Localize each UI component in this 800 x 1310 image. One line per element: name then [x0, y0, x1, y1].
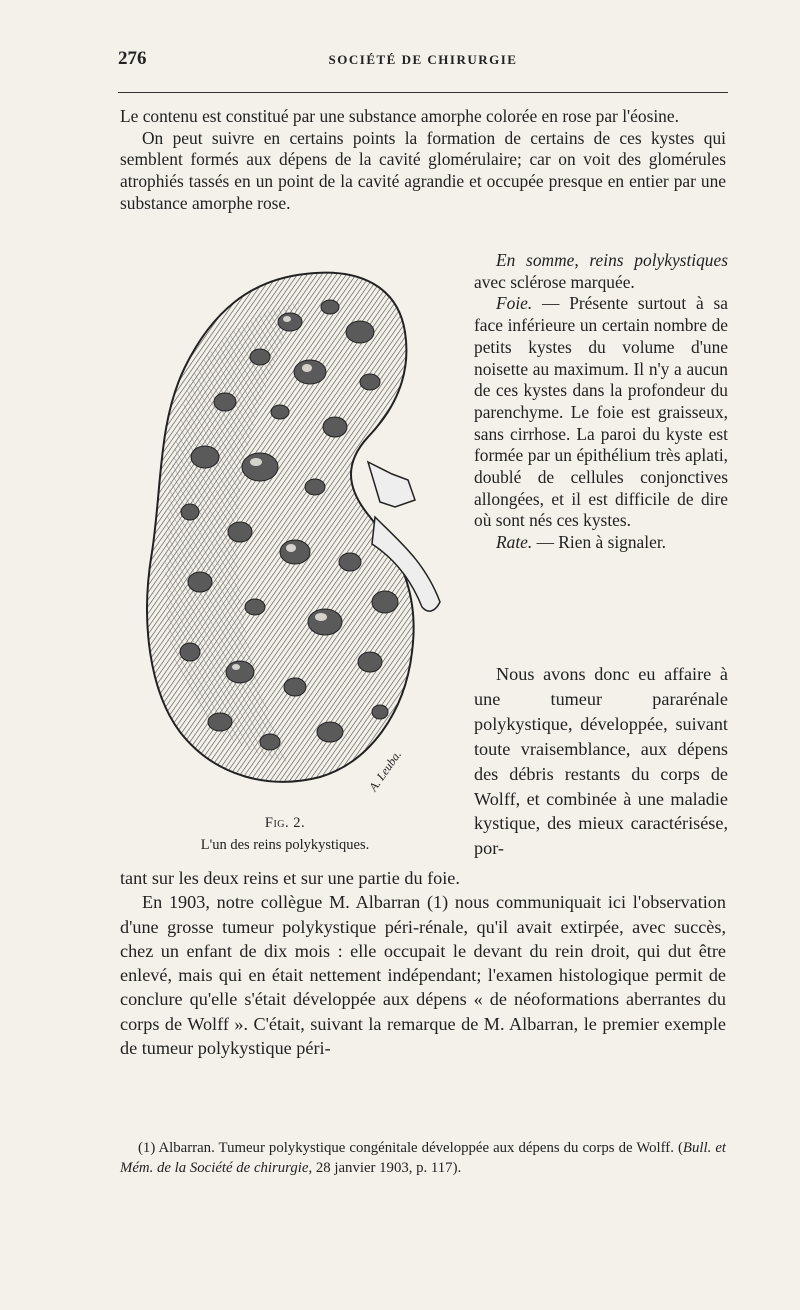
kidney-illustration — [130, 262, 460, 802]
footnote-start: (1) Albarran. Tumeur polykystique congénitale développée aux dépens du corps de Wolff. ( — [138, 1140, 683, 1156]
footnote-italic: Bull. et Mém. de la Société de chirurgie — [120, 1140, 726, 1176]
hilum-vessel — [368, 462, 415, 507]
running-title: SOCIÉTÉ DE CHIRURGIE — [328, 52, 518, 67]
paragraph-tumeur-continued: tant sur les deux reins et sur une partie du foie. — [120, 868, 460, 888]
header-rule — [118, 92, 728, 93]
top-text-block — [120, 106, 726, 215]
foie-label: Foie. — [496, 293, 533, 314]
paragraph-en-somme — [474, 250, 728, 293]
footnote-albarran — [120, 1138, 726, 1178]
engraver-signature: A. Leuba. — [365, 747, 405, 794]
paragraph-kystes: On peut suivre en certains points la formation de certains de ces kystes qui semblent formés aux dépens de la cavité glomérulaire; car on voit des glomérules atrophiés tassés en un point de la cavité agrandie et occupée presque en entier par une substance amorphe rose. — [120, 127, 726, 213]
footnote-end: , 28 janvier 1903, p. 117). — [308, 1160, 462, 1176]
paragraph-rate — [474, 532, 728, 554]
paragraph-foie — [474, 293, 728, 532]
figure-caption: L'un des reins polykystiques. — [200, 837, 370, 853]
figure-label: Fig. 2. — [264, 815, 306, 831]
foie-text: — Présente surtout à sa face inférieure un certain nombre de petits kystes du volume d'une noisette au maximum. Il n'y a aucun de ces kystes dans la profondeur du parenchyme. Le foie est graisseux, sans cirrhose. La paroi du kyste est formée par un épithélium très aplati, doublé de cellules conjonctives allongées, et il est difficile de dire où sont nés ces kystes. — [474, 293, 728, 531]
paragraph-contenu: Le contenu est constitué par une substance amorphe colorée en rose par l'éosine. — [120, 106, 679, 126]
page-number: 276 — [118, 48, 147, 69]
lower-text-block — [120, 866, 726, 1060]
en-somme-italic: En somme, reins polykystiques — [496, 250, 728, 270]
footnote — [120, 1138, 726, 1178]
side-column-lower — [474, 662, 728, 861]
rate-label: Rate. — [496, 532, 533, 553]
side-column-upper — [474, 250, 728, 554]
en-somme-rest: avec sclérose marquée. — [474, 271, 635, 292]
paragraph-tumeur-side: Nous avons donc eu affaire à une tumeur pararénale polykystique, développée, suivant toute vraisemblance, aux dépens des débris restants du corps de Wolff, et combinée à une maladie kystique, des mieux caractérisése, por- — [474, 664, 728, 859]
figure-kidney — [120, 262, 460, 862]
paragraph-albarran: En 1903, notre collègue M. Albarran (1) nous communiquait ici l'observation d'une grosse tumeur polykystique péri-rénale, qu'il avait extirpée, avec succès, chez un enfant de dix mois : elle occupait le devant du rein droit, qui dut être enlevé, mais qui en était nettement indépendant; l'examen histologique permit de conclure qu'elle s'était développée aux dépens « de néoformations aberrantes du corps de Wolff ». C'était, suivant la remarque de M. Albarran, le premier exemple de tumeur polykystique péri- — [120, 892, 726, 1059]
rate-text: — Rien à signaler. — [532, 532, 667, 553]
page-header — [118, 48, 728, 78]
